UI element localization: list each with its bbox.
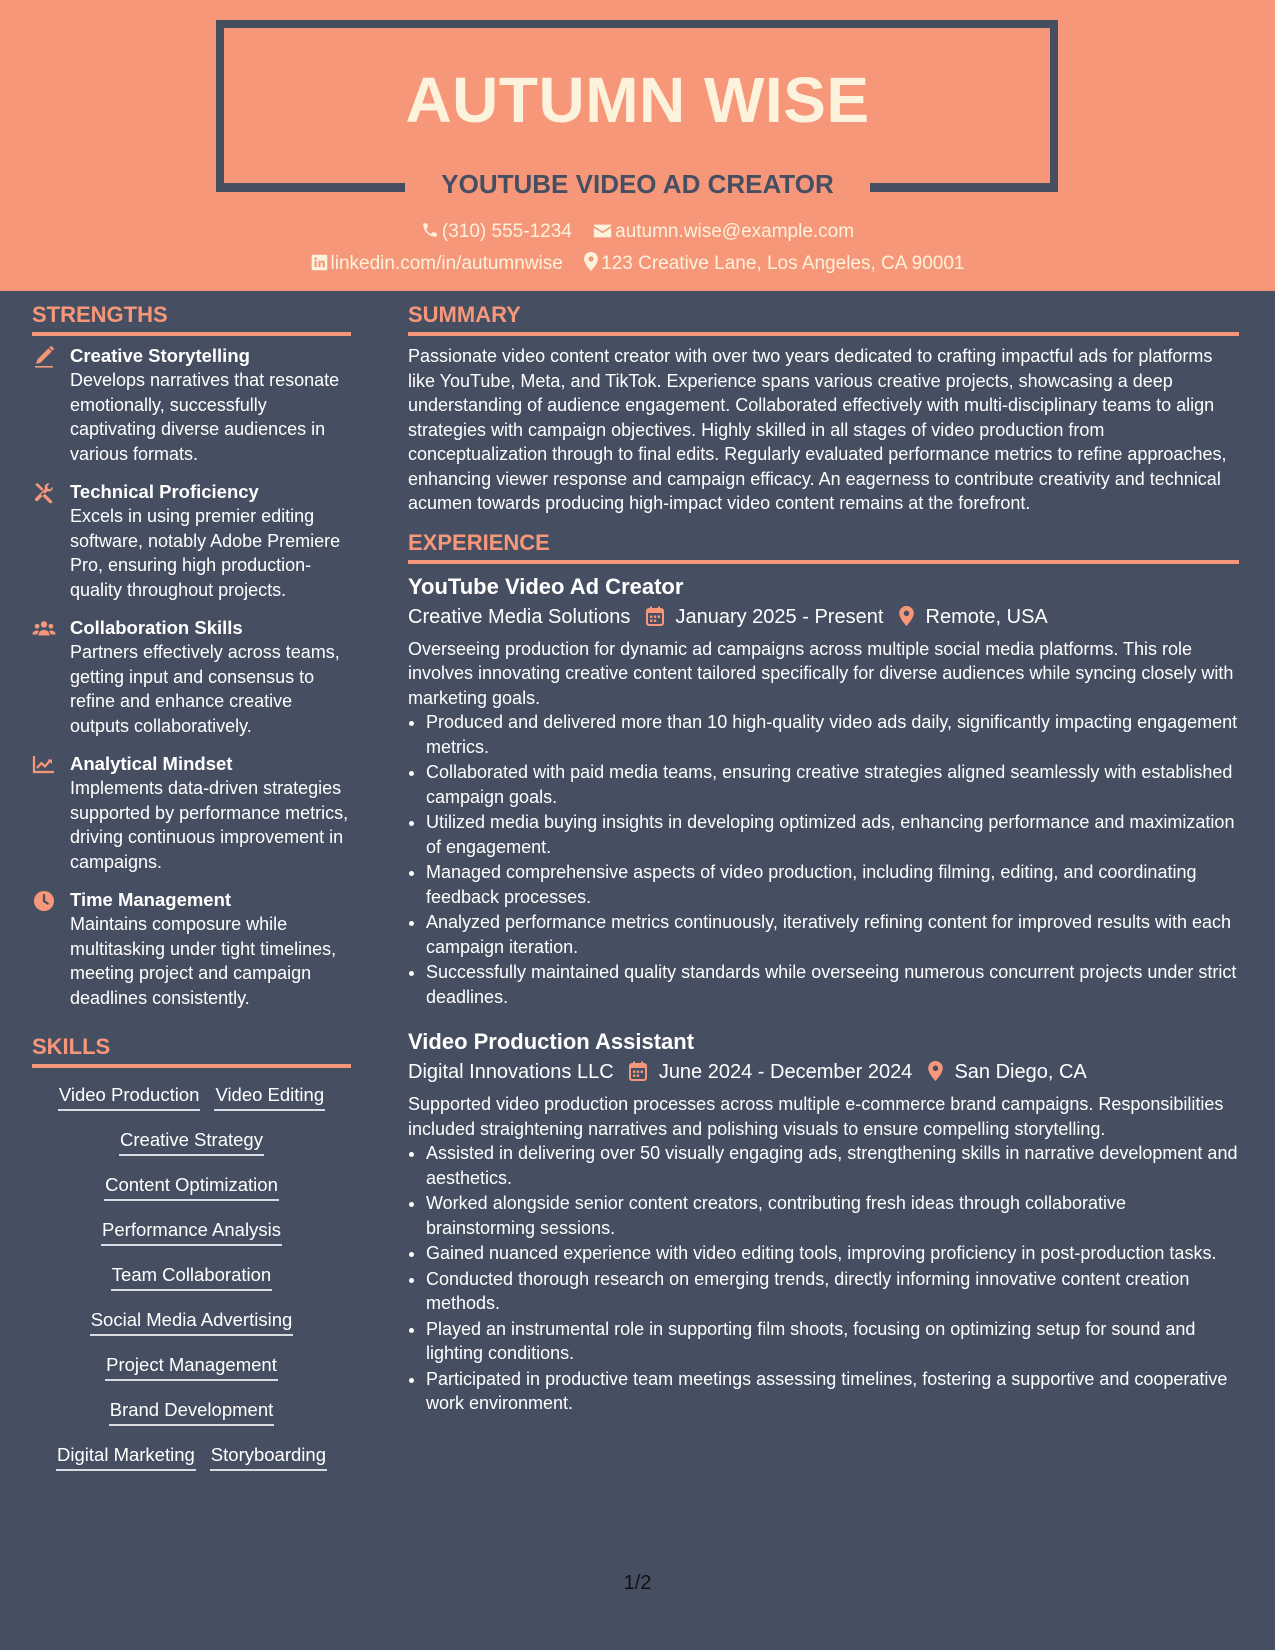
phone-text: (310) 555-1234 (441, 221, 572, 242)
skills-row (32, 1172, 351, 1217)
job-company: Digital Innovations LLC (408, 1061, 614, 1083)
job-company: Creative Media Solutions (408, 605, 631, 628)
skill-tag: Creative Strategy (119, 1127, 264, 1156)
skill-tag: Project Management (105, 1352, 278, 1381)
job-bullet: • Worked alongside senior content creators, contributing fresh ideas through collaborative brainstorming sessions. (426, 1191, 1239, 1240)
skills-row (32, 1442, 351, 1487)
linkedin-icon (311, 254, 328, 271)
location-pin-icon (584, 252, 598, 271)
strength-title: Creative Storytelling (70, 345, 250, 366)
job-bullets (408, 1141, 1239, 1416)
contact-phone[interactable] (421, 219, 572, 245)
location-pin-icon (928, 1061, 943, 1081)
clock-icon (32, 890, 56, 912)
users-icon (32, 618, 56, 640)
strength-desc: Develops narratives that resonate emotionally, successfully captivating diverse audiences in various formats. (70, 370, 340, 464)
candidate-name: AUTUMN WISE (405, 64, 870, 136)
skills-row (32, 1127, 351, 1172)
strength-item (32, 888, 351, 1010)
job-dates: June 2024 - December 2024 (658, 1061, 913, 1083)
strength-item (32, 480, 351, 602)
candidate-title: YOUTUBE VIDEO AD CREATOR (441, 169, 834, 199)
page-number: 1/2 (623, 1572, 652, 1594)
strength-desc: Partners effectively across teams, getting input and consensus to refine and enhance creative outputs collaboratively. (70, 642, 340, 736)
strength-item (32, 344, 351, 466)
skill-tag: Performance Analysis (101, 1217, 282, 1246)
job-bullet: • Assisted in delivering over 50 visually engaging ads, strengthening skills in narrative development and aesthetics. (426, 1141, 1239, 1190)
strength-desc: Implements data-driven strategies supported by performance metrics, driving continuous improvement in campaigns. (70, 778, 349, 872)
skills-row (32, 1262, 351, 1307)
skill-tag: Video Editing (214, 1082, 325, 1111)
contact-row-2 (0, 251, 1275, 277)
skills-row (32, 1082, 351, 1127)
job-location: San Diego, CA (954, 1061, 1087, 1083)
summary-heading: SUMMARY (408, 300, 1239, 336)
skill-tag: Brand Development (109, 1397, 275, 1426)
job-bullet: • Utilized media buying insights in developing optimized ads, enhancing performance and maximization of engagement. (426, 810, 1239, 859)
tools-icon (32, 482, 56, 504)
skills-heading: SKILLS (32, 1032, 351, 1068)
job-meta (408, 602, 1239, 632)
pencil-icon (32, 346, 56, 368)
experience-heading: EXPERIENCE (408, 528, 1239, 564)
strength-title: Analytical Mindset (70, 753, 233, 774)
summary-text: Passionate video content creator with over two years dedicated to crafting impactful ads for platforms like YouTube, Meta, and TikTok. Experience spans various creative projects, showcasing a deep understanding of audience engagement. Collaborated effectively with multi-disciplinary teams to align strategies with campaign objectives. Highly skilled in all stages of video production from conceptualization through to final edits. Regularly evaluated performance metrics to refine approaches, enhancing viewer response and campaign efficacy. An eagerness to contribute creativity and technical acumen towards producing high-impact video content remains at the forefront. (408, 346, 1227, 513)
job-role: Video Production Assistant (408, 1029, 695, 1054)
skill-tag: Content Optimization (104, 1172, 279, 1201)
job-bullet: • Managed comprehensive aspects of video production, including filming, editing, and coordinating feedback processes. (426, 860, 1239, 909)
job-bullet: • Played an instrumental role in supporting film shoots, focusing on optimizing setup for sound and lighting conditions. (426, 1317, 1239, 1366)
job-bullet: • Collaborated with paid media teams, ensuring creative strategies aligned seamlessly with established campaign goals. (426, 760, 1239, 809)
job-entry (408, 1027, 1239, 1416)
job-role: YouTube Video Ad Creator (408, 573, 684, 599)
chart-line-icon (32, 754, 56, 776)
job-location: Remote, USA (925, 605, 1048, 628)
skill-tag: Digital Marketing (56, 1442, 196, 1471)
contact-row-1 (0, 219, 1275, 245)
address-text: 123 Creative Lane, Los Angeles, CA 90001 (601, 253, 965, 274)
job-description: Supported video production processes across multiple e-commerce brand campaigns. Responsibilities included straightening narratives and polishing visuals to ensure compelling storytelling. (408, 1094, 1224, 1139)
location-pin-icon (899, 606, 914, 626)
job-bullets (408, 710, 1239, 1009)
header-frame-top (216, 20, 1058, 28)
strength-title: Technical Proficiency (70, 481, 259, 502)
contact-email[interactable] (593, 219, 854, 245)
strength-item (32, 752, 351, 874)
skills-row (32, 1217, 351, 1262)
email-text: autumn.wise@example.com (615, 221, 855, 242)
skills-row (32, 1352, 351, 1397)
contact-address (584, 251, 964, 277)
contact-linkedin[interactable] (311, 251, 563, 277)
skill-tag: Team Collaboration (111, 1262, 272, 1291)
job-bullet: • Produced and delivered more than 10 high-quality video ads daily, significantly impacting engagement metrics. (426, 710, 1239, 759)
resume-header (0, 0, 1275, 291)
calendar-icon (646, 606, 664, 626)
skills-list (32, 1076, 351, 1487)
right-column (408, 300, 1239, 1417)
strength-desc: Maintains composure while multitasking under tight timelines, meeting project and campaign deadlines consistently. (70, 914, 337, 1008)
skills-row (32, 1307, 351, 1352)
job-dates: January 2025 - Present (675, 605, 884, 628)
strength-desc: Excels in using premier editing software, notably Adobe Premiere Pro, ensuring high production-quality throughout projects. (70, 506, 341, 600)
job-description: Overseeing production for dynamic ad campaigns across multiple social media platforms. This role involves innovating creative content tailored specifically for diverse audiences while syncing closely with marketing goals. (408, 638, 1234, 708)
job-entry (408, 572, 1239, 1010)
strength-title: Time Management (70, 889, 232, 910)
skill-tag: Social Media Advertising (90, 1307, 294, 1336)
strengths-heading: STRENGTHS (32, 300, 351, 336)
skill-tag: Video Production (58, 1082, 201, 1111)
phone-icon (421, 221, 439, 239)
envelope-icon (593, 223, 612, 239)
strength-item (32, 616, 351, 738)
skills-row (32, 1397, 351, 1442)
job-bullet: • Gained nuanced experience with video editing tools, improving proficiency in post-production tasks. (426, 1241, 1239, 1266)
left-column (32, 300, 351, 1487)
job-meta (408, 1057, 1239, 1087)
job-bullet: • Conducted thorough research on emerging trends, directly informing innovative content creation methods. (426, 1267, 1239, 1316)
skill-tag: Storyboarding (210, 1442, 327, 1471)
job-bullet: • Successfully maintained quality standards while overseeing numerous concurrent projects under strict deadlines. (426, 960, 1239, 1009)
linkedin-text: linkedin.com/in/autumnwise (330, 253, 563, 274)
strength-title: Collaboration Skills (70, 617, 243, 638)
job-bullet: • Participated in productive team meetings assessing timelines, fostering a supportive and cooperative work environment. (426, 1367, 1239, 1416)
job-bullet: • Analyzed performance metrics continuously, iteratively refining content for improved results with each campaign iteration. (426, 910, 1239, 959)
calendar-icon (629, 1061, 647, 1081)
